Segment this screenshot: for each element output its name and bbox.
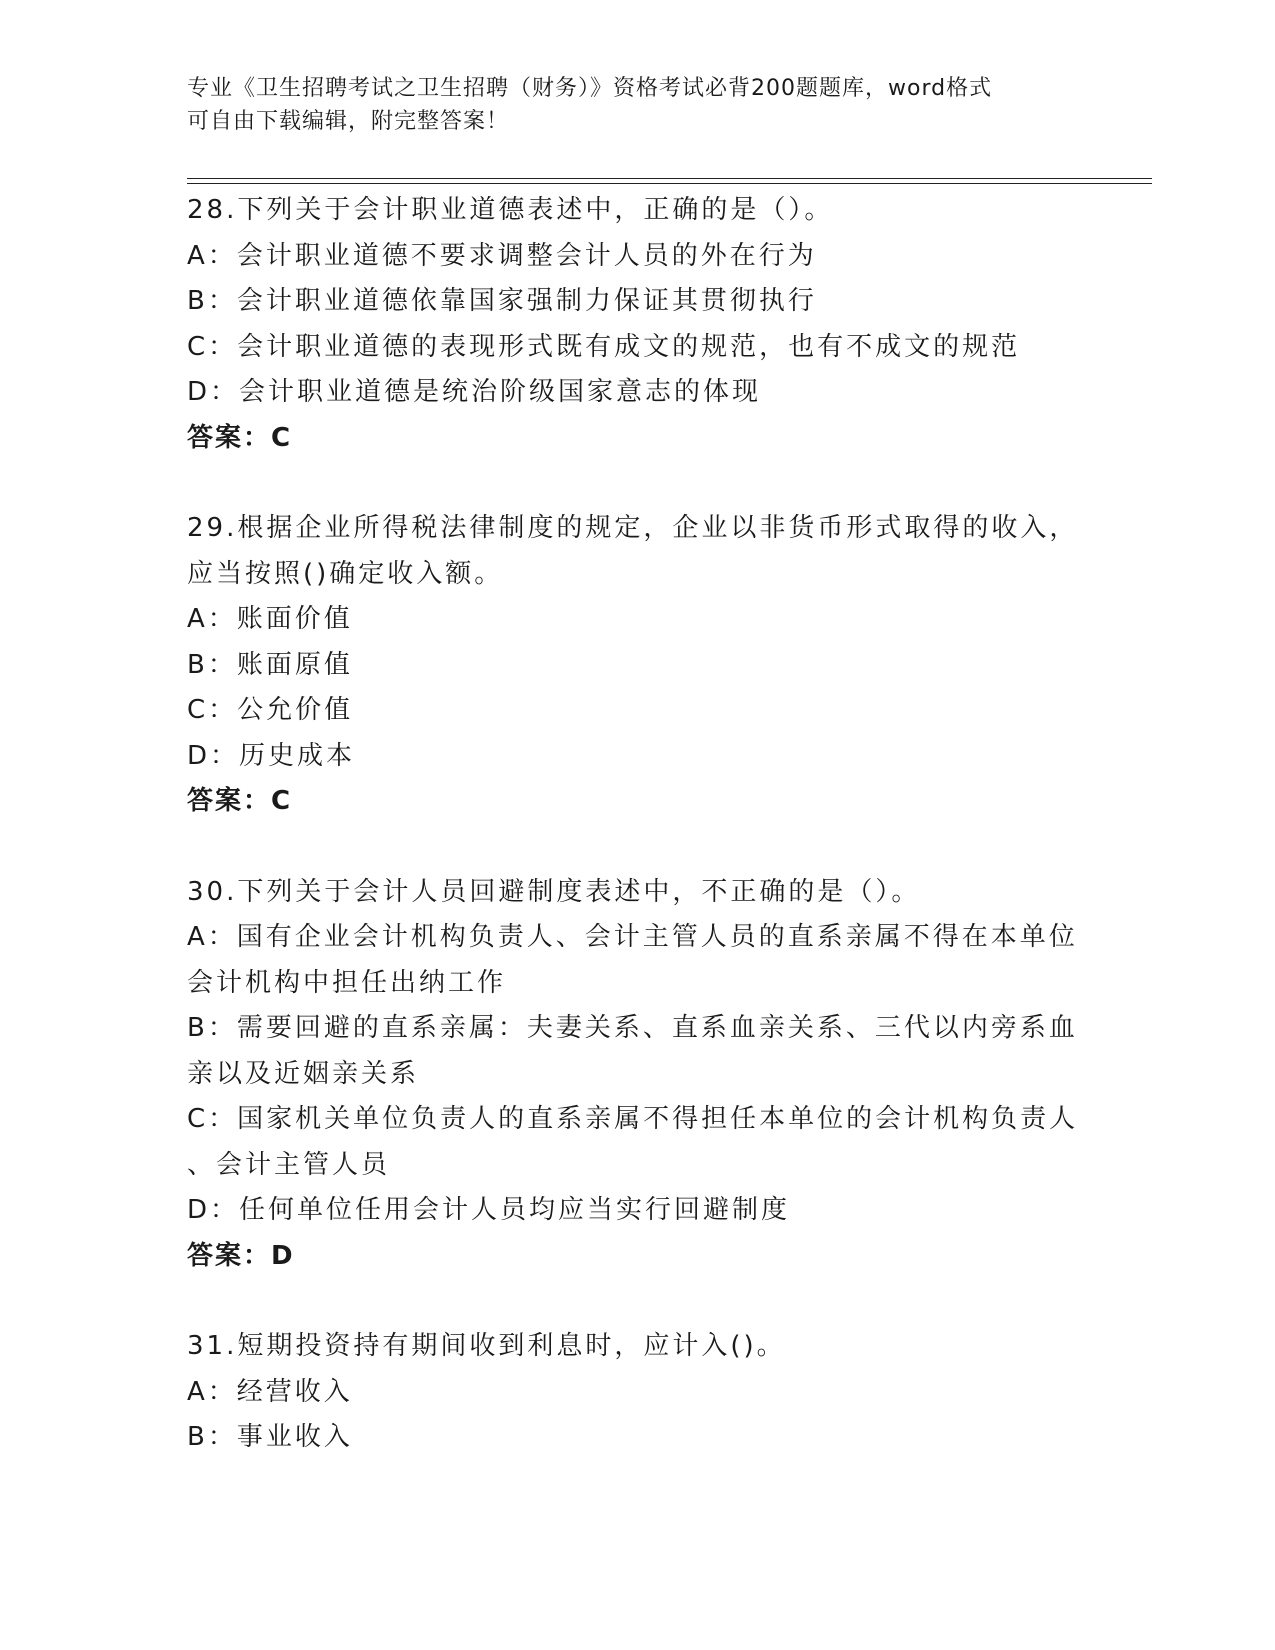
- answer-option: B：会计职业道德依靠国家强制力保证其贯彻执行: [187, 286, 817, 316]
- question-stem: 28.下列关于会计职业道德表述中，正确的是（）。: [187, 195, 834, 225]
- answer-option: B：事业收入: [187, 1422, 353, 1452]
- answer-option: A：国有企业会计机构负责人、会计主管人员的直系亲属不得在本单位: [187, 922, 1078, 952]
- answer-key: 答案：C: [187, 422, 293, 453]
- question-block: [187, 506, 1087, 825]
- answer-option: D：任何单位任用会计人员均应当实行回避制度: [187, 1195, 791, 1225]
- header-divider-bottom: [187, 183, 1152, 184]
- answer-option: A：账面价值: [187, 604, 353, 634]
- answer-option: A：经营收入: [187, 1376, 353, 1407]
- answer-option: B：需要回避的直系亲属：夫妻关系、直系血亲关系、三代以内旁系血: [187, 1013, 1078, 1043]
- question-block: [187, 870, 1087, 1280]
- answer-option: C：会计职业道德的表现形式既有成文的规范，也有不成文的规范: [187, 331, 1021, 362]
- answer-option: C：公允价值: [187, 695, 354, 725]
- header-line-2: 可自由下载编辑，附完整答案！: [187, 109, 510, 134]
- answer-option: 会计机构中担任出纳工作: [187, 967, 507, 998]
- question-block: [187, 188, 1087, 461]
- answer-option: A：会计职业道德不要求调整会计人员的外在行为: [187, 240, 817, 271]
- header-line-1: 专业《卫生招聘考试之卫生招聘（财务）》资格考试必背200题题库，word格式: [187, 76, 993, 101]
- answer-option: D：历史成本: [187, 740, 356, 771]
- answer-option: D：会计职业道德是统治阶级国家意志的体现: [187, 377, 762, 407]
- question-stem: 31.短期投资持有期间收到利息时，应计入()。: [187, 1331, 786, 1361]
- answer-option: C：国家机关单位负责人的直系亲属不得担任本单位的会计机构负责人: [187, 1104, 1079, 1134]
- answer-option: B：账面原值: [187, 649, 353, 680]
- header-divider-top: [187, 178, 1152, 179]
- answer-option: 亲以及近姻亲关系: [187, 1058, 420, 1089]
- answer-key: 答案：D: [187, 1240, 295, 1271]
- question-stem: 30.下列关于会计人员回避制度表述中，不正确的是（）。: [187, 876, 921, 907]
- question-stem: 29.根据企业所得税法律制度的规定，企业以非货币形式取得的收入，: [187, 513, 1079, 543]
- question-stem: 应当按照()确定收入额。: [187, 558, 504, 589]
- answer-key: 答案：C: [187, 786, 293, 816]
- document-header: [187, 72, 1067, 138]
- question-block: [187, 1324, 1087, 1461]
- answer-option: 、会计主管人员: [187, 1149, 391, 1180]
- question-list: [187, 188, 1087, 1506]
